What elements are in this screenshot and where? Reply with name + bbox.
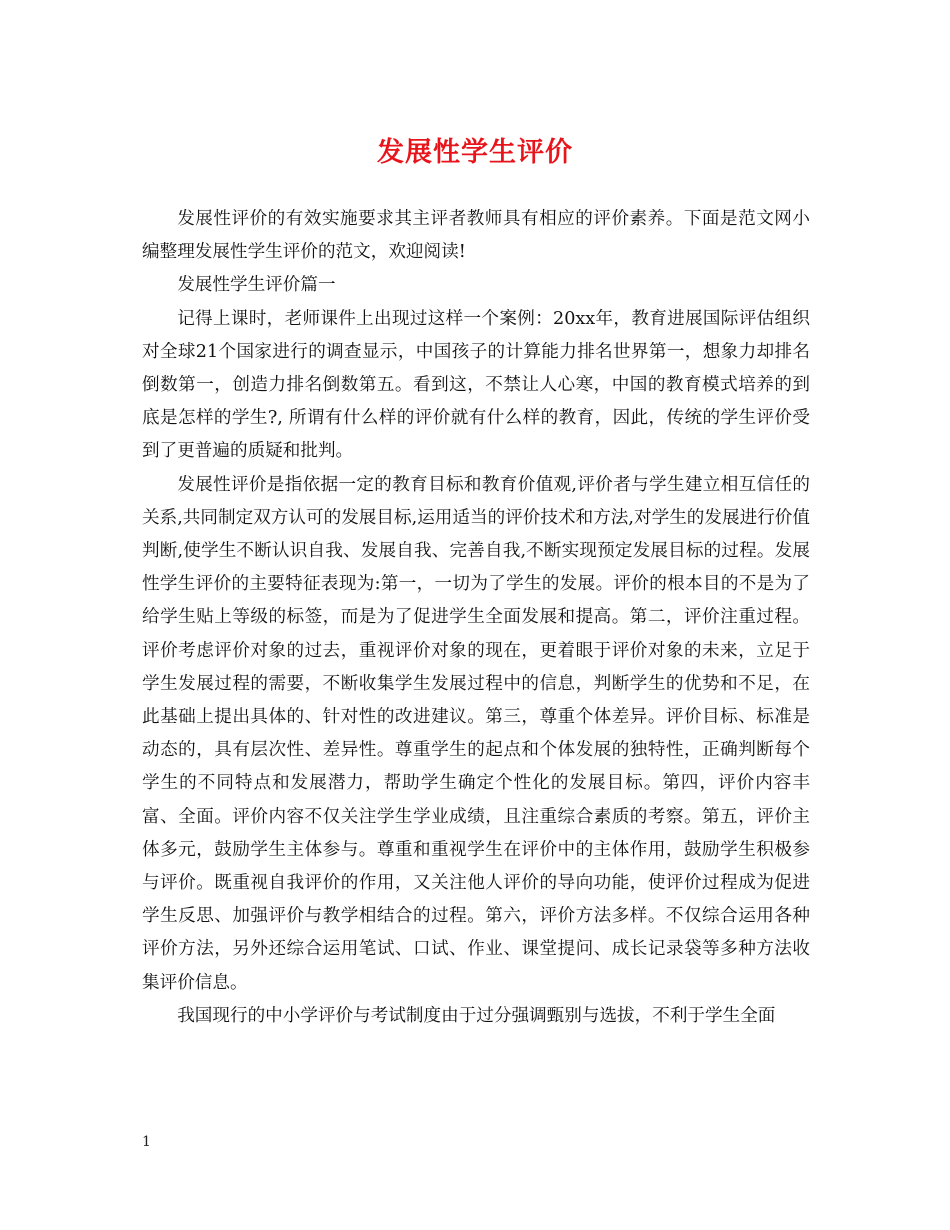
section-heading: 发展性学生评价篇一 (177, 275, 336, 296)
body-paragraph-2: 发展性评价是指依据一定的教育目标和教育价值观,评价者与学生建立相互信任的关系,共同制定双方认可的发展目标,运用适当的评价技术和方法,对学生的发展进行价值判断,使学生不断认识自我、发展自我、完善自我,不断实现预定发展目标的过程。发展性学生评价的主要特征表现为:第一，一切为了学生的发展。评价的根本目的不是为了给学生贴上等级的标签，而是为了促进学生全面发展和提高。第二，评价注重过程。评价考虑评价对象的过去，重视评价对象的现在，更着眼于评价对象的未来，立足于学生发展过程的需要，不断收集学生发展过程中的信息，判断学生的优势和不足，在此基础上提出具体的、针对性的改进建议。第三，尊重个体差异。评价目标、标准是动态的，具有层次性、差异性。尊重学生的起点和个体发展的独特性，正确判断每个学生的不同特点和发展潜力，帮助学生确定个性化的发展目标。第四，评价内容丰富、全面。评价内容不仅关注学生学业成绩，且注重综合素质的考察。第五，评价主体多元，鼓励学生主体参与。尊重和重视学生在评价中的主体作用，鼓励学生积极参与评价。既重视自我评价的作用，又关注他人评价的导向功能，使评价过程成为促进学生反思、加强评价与教学相结合的过程。第六，评价方法多样。不仅综合运用各种评价方法，另外还综合运用笔试、口试、作业、课堂提问、成长记录袋等多种方法收集评价信息。 (142, 474, 810, 993)
document-title: 发展性学生评价 (377, 137, 573, 168)
body-paragraph-3: 我国现行的中小学评价与考试制度由于过分强调甄别与选拔，不利于学生全面 (177, 1005, 776, 1026)
body-paragraph-1: 记得上课时，老师课件上出现过这样一个案例：20xx年，教育进展国际评估组织对全球21个国家进行的调查显示，中国孩子的计算能力排名世界第一，想象力却排名倒数第一，创造力排名倒数第五。看到这，不禁让人心寒，中国的教育模式培养的到底是怎样的学生?, 所谓有什么样的评价就有什么样的教育，因此，传统的学生评价受到了更普遍的质疑和批判。 (142, 308, 810, 462)
page-number: 1 (142, 1134, 151, 1150)
intro-paragraph: 发展性评价的有效实施要求其主评者教师具有相应的评价素养。下面是范文网小编整理发展性学生评价的范文，欢迎阅读! (142, 209, 810, 263)
document-body (142, 203, 810, 1033)
